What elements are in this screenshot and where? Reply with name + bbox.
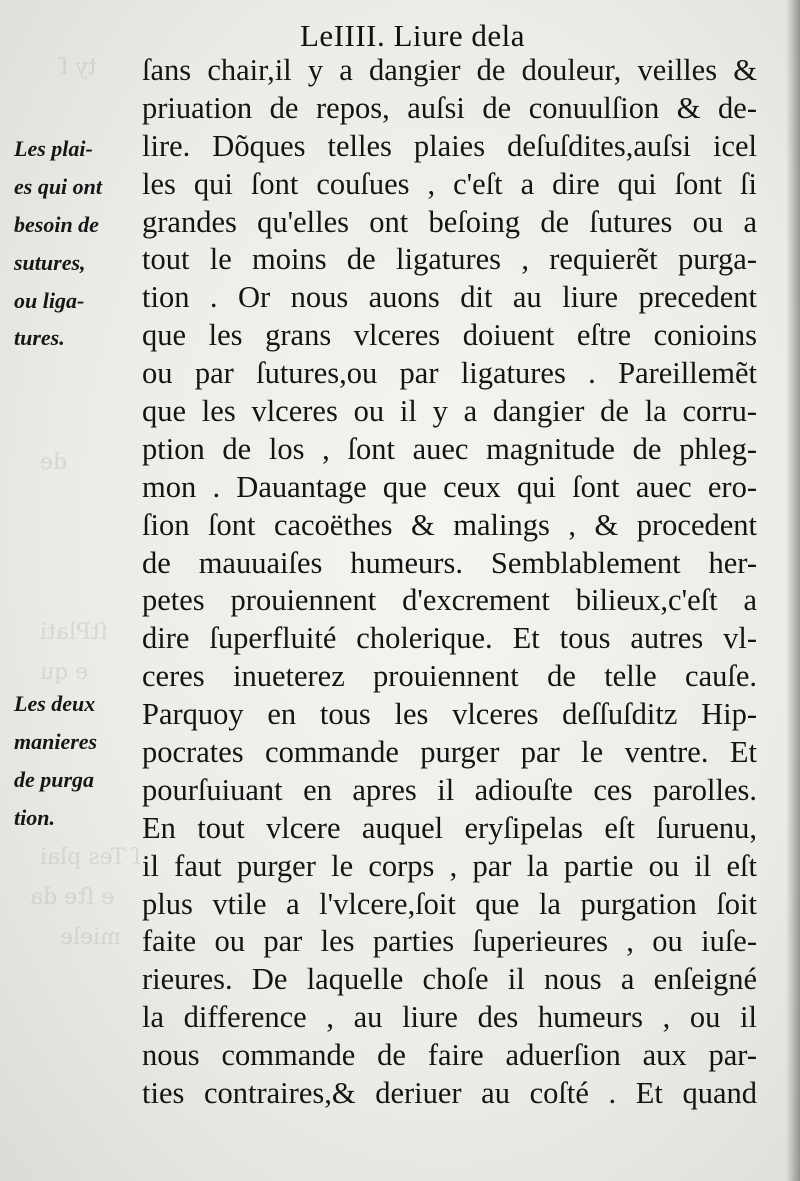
text-line: ſans chair,il y a dangier de douleur, veilles & <box>142 53 757 87</box>
running-head: LeIIII. Liure dela <box>300 18 526 53</box>
text-line: grandes qu'elles ont beſoing de ſutures ou a <box>142 204 757 239</box>
main-text-block <box>142 52 757 1113</box>
text-line: lire. Dõques telles plaies deſuſdites,auſsi icel <box>142 128 757 163</box>
text-line: pocrates commande purger par le ventre. Et <box>142 735 757 770</box>
text-line: petes prouiennent d'excrement bilieux,c'eſt a <box>142 583 757 618</box>
margin-note-purgation <box>14 685 138 837</box>
text-line: tion . Or nous auons dit au liure precedent <box>142 280 757 315</box>
text-line: ceres inueterez prouiennent de telle cauſe. <box>142 659 757 694</box>
text-line: pourſuiuant en apres il adiouſte ces parolles. <box>142 772 757 807</box>
margin-note-sutures <box>14 130 138 357</box>
text-line: de mauuaiſes humeurs. Semblablement her- <box>142 545 757 580</box>
margin-note-line: Les deux <box>14 691 96 716</box>
margin-note-line: Les plai- <box>14 136 93 161</box>
text-line: ption de los , ſont auec magnitude de phleg- <box>142 431 757 466</box>
text-line: que les grans vlceres doiuent eſtre conioins <box>142 318 757 353</box>
text-line: il faut purger le corps , par la partie ou il eſt <box>142 848 757 883</box>
margin-note-line: manieres <box>14 728 98 754</box>
margin-note-line: tion. <box>14 804 55 830</box>
text-line: mon . Dauantage que ceux qui ſont auec ero- <box>142 469 757 504</box>
margin-note-line: besoin de <box>14 211 99 237</box>
margin-note-line: tures. <box>14 325 65 351</box>
margin-note-line: de purga <box>14 766 95 792</box>
text-line: tout le moins de ligatures , requierẽt purga- <box>142 242 757 277</box>
text-line: nous commande de faire aduerſion aux par- <box>142 1038 757 1073</box>
text-line: ou par ſutures,ou par ligatures . Pareillemẽt <box>142 356 757 391</box>
text-line: ſion ſont cacoëthes & malings , & procedent <box>142 507 757 542</box>
margin-note-line: sutures, <box>14 249 86 275</box>
text-line: plus vtile a l'vlcere,ſoit que la purgation ſoit <box>142 886 757 921</box>
margin-note-line: ou liga- <box>14 287 85 313</box>
page-edge-shadow <box>786 0 800 1181</box>
text-line: Parquoy en tous les vlceres deſſuſditz Hip- <box>142 697 757 732</box>
text-line: faite ou par les parties ſuperieures , ou iuſe- <box>142 924 757 959</box>
text-line: les qui ſont couſues , c'eſt a dire qui ſont ſi <box>142 166 757 201</box>
text-line: priuation de repos, auſsi de conuulſion & de- <box>142 90 757 125</box>
text-line: dire ſuperfluité cholerique. Et tous autres vl- <box>142 621 757 656</box>
text-line: ties contraires,& deriuer au coſté . Et quand <box>142 1076 757 1111</box>
text-line: la difference , au liure des humeurs , ou il <box>142 1000 757 1035</box>
text-line: En tout vlcere auquel eryſipelas eſt ſuruenu, <box>142 810 757 845</box>
margin-note-line: es qui ont <box>14 173 103 199</box>
text-line: rieures. De laquelle choſe il nous a enſeigné <box>142 962 757 997</box>
show-through-bleed: ty ſ de ſtPlati e qu ſ Tes plai e ſte da miele <box>30 55 141 950</box>
text-line: que les vlceres ou il y a dangier de la corru- <box>142 394 757 429</box>
